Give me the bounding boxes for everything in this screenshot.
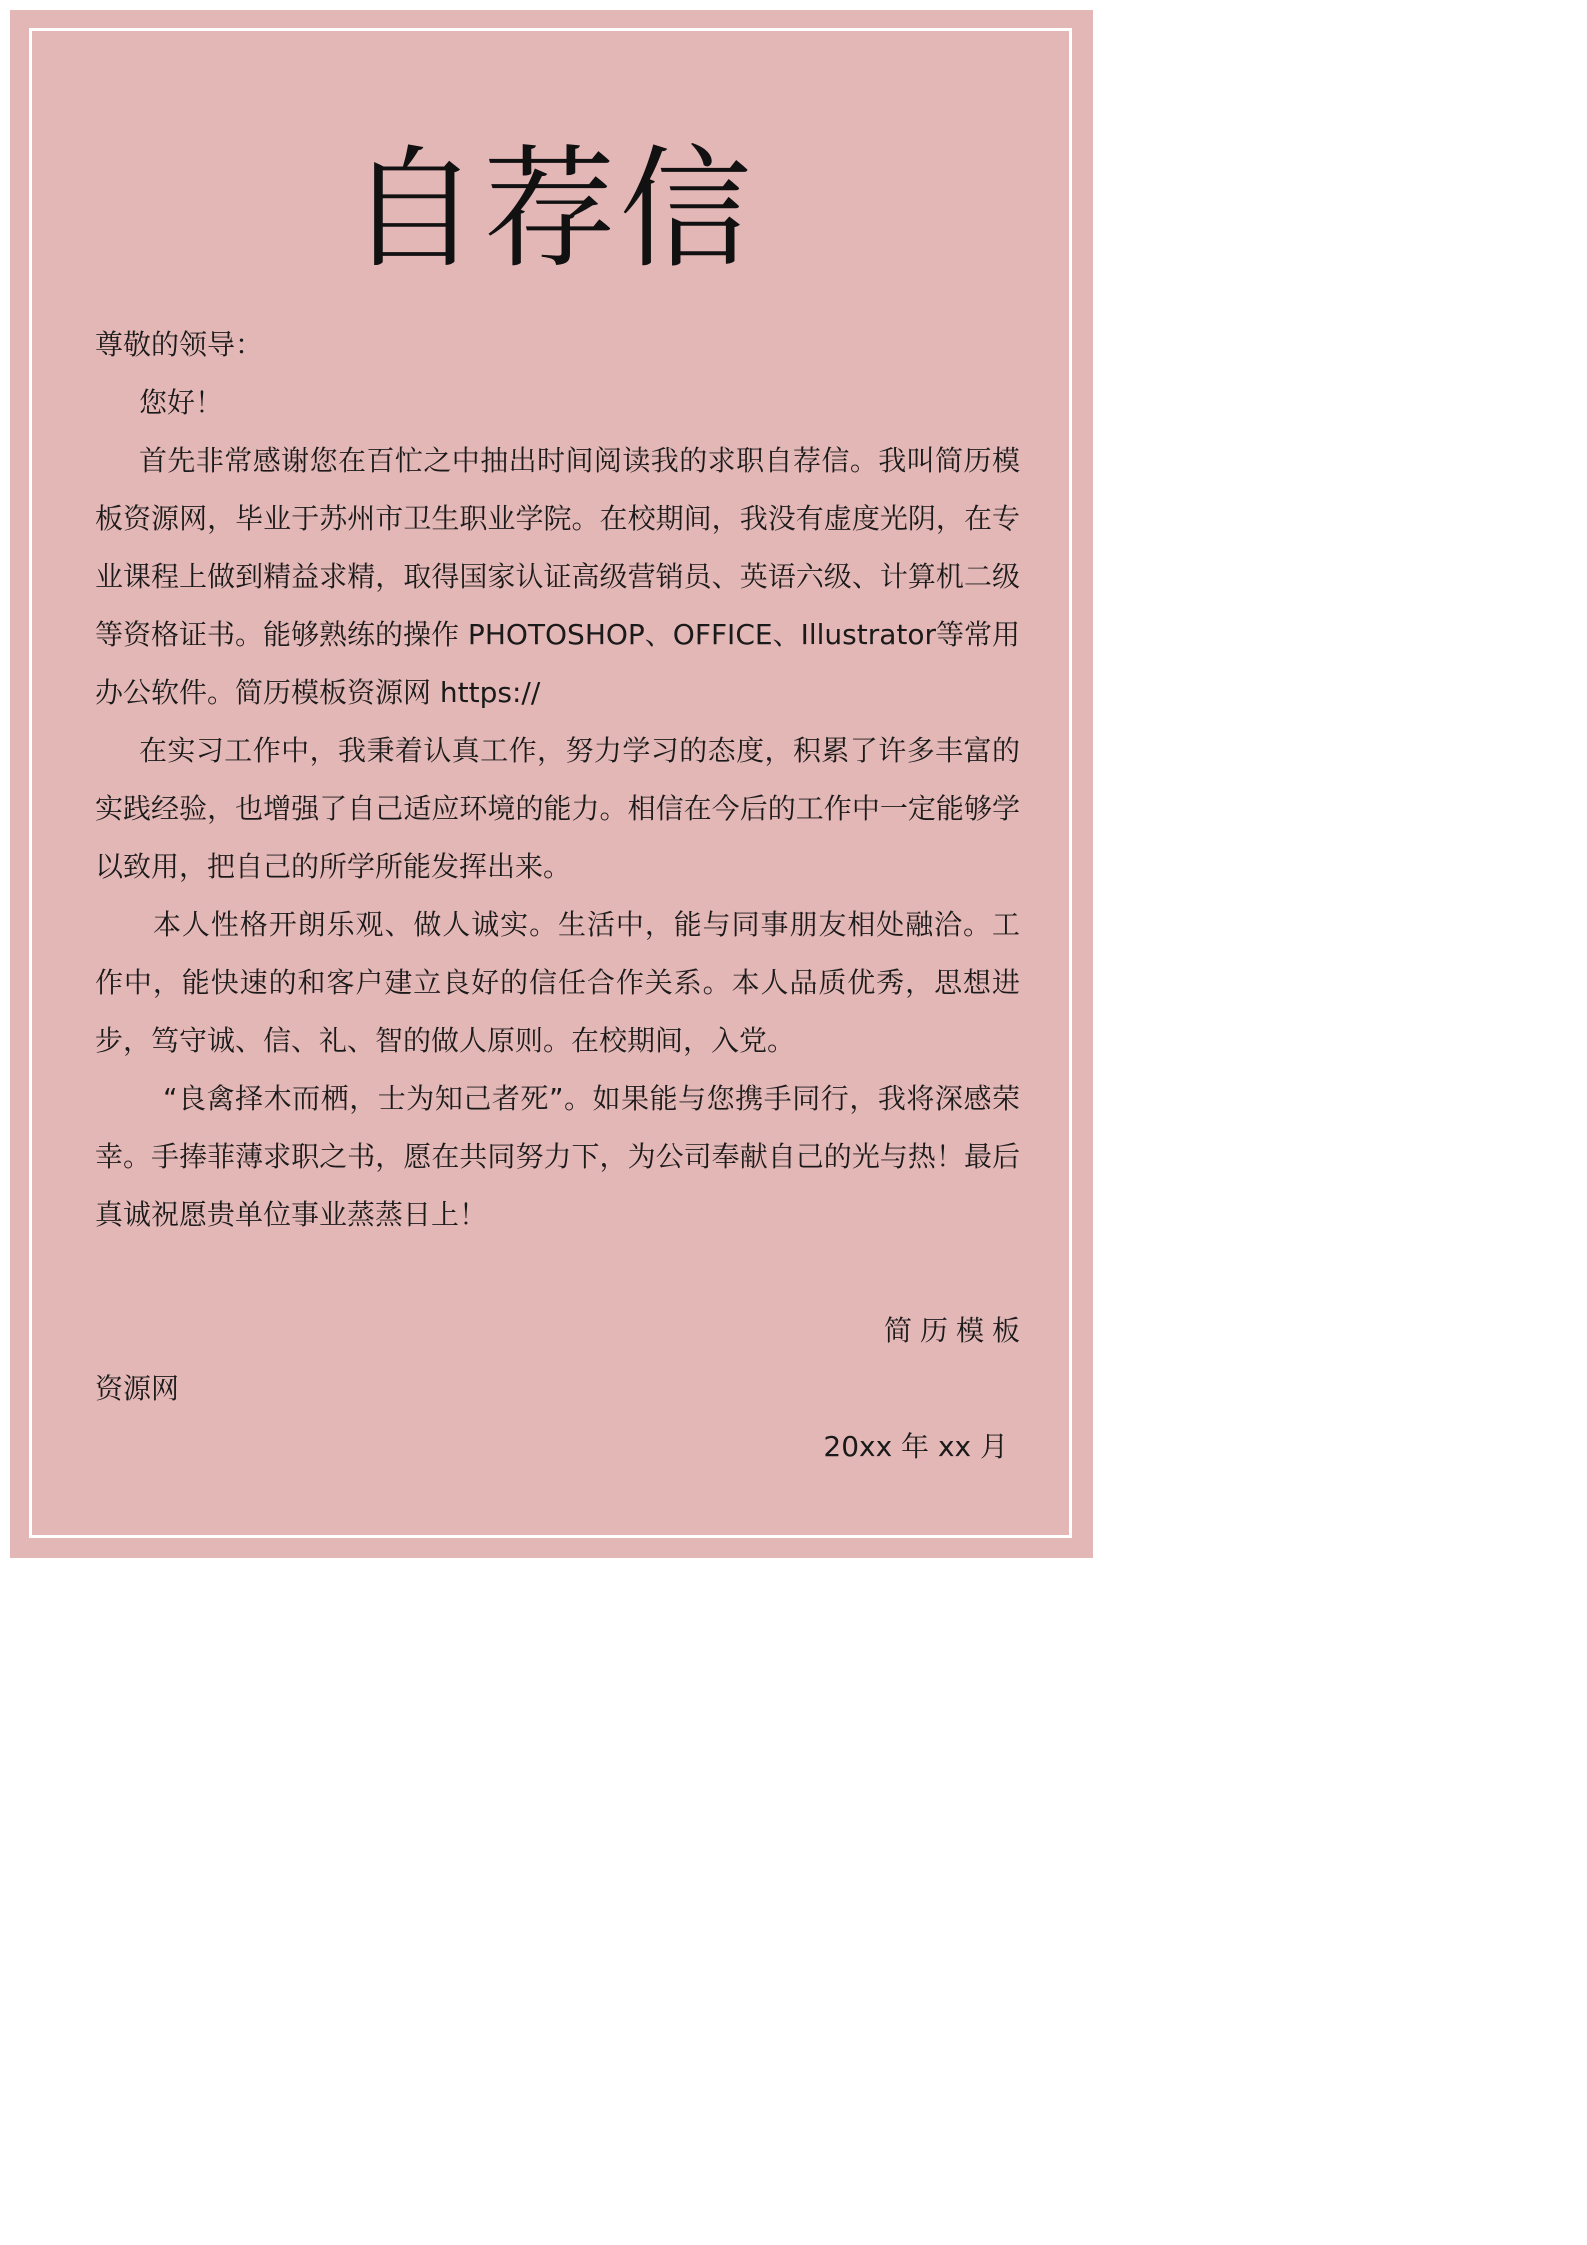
- paragraph-3: 本人性格开朗乐观、做人诚实。生活中，能与同事朋友相处融洽。工作中，能快速的和客户建立良好的信任合作关系。本人品质优秀，思想进步，笃守诚、信、礼、智的做人原则。在校期间，入党。: [95, 908, 1020, 1057]
- paragraph-2: 在实习工作中，我秉着认真工作，努力学习的态度，积累了许多丰富的实践经验，也增强了自己适应环境的能力。相信在今后的工作中一定能够学以致用，把自己的所学所能发挥出来。: [95, 734, 1020, 883]
- document-title: 自荐信: [347, 133, 756, 287]
- signature-date: 20xx 年 xx 月: [823, 1430, 1008, 1463]
- signature-name: 简历模板: [883, 1314, 1028, 1347]
- signature-name-continued: 资源网: [95, 1372, 180, 1405]
- letter-body: [95, 316, 1020, 1244]
- paragraph-1: 首先非常感谢您在百忙之中抽出时间阅读我的求职自荐信。我叫简历模板资源网，毕业于苏州市卫生职业学院。在校期间，我没有虚度光阴，在专业课程上做到精益求精，取得国家认证高级营销员、英语六级、计算机二级等资格证书。能够熟练的操作 PHOTOSHOP、OFFICE、Illustrator等常用办公软件。简历模板资源网 https://: [95, 444, 1020, 709]
- signature-block: [95, 1302, 1028, 1476]
- greeting: 您好！: [139, 386, 224, 419]
- paragraph-4: “良禽择木而栖，士为知己者死”。如果能与您携手同行，我将深感荣幸。手捧菲薄求职之书，愿在共同努力下，为公司奉献自己的光与热！最后真诚祝愿贵单位事业蒸蒸日上！: [95, 1082, 1020, 1231]
- salutation: 尊敬的领导：: [95, 328, 264, 361]
